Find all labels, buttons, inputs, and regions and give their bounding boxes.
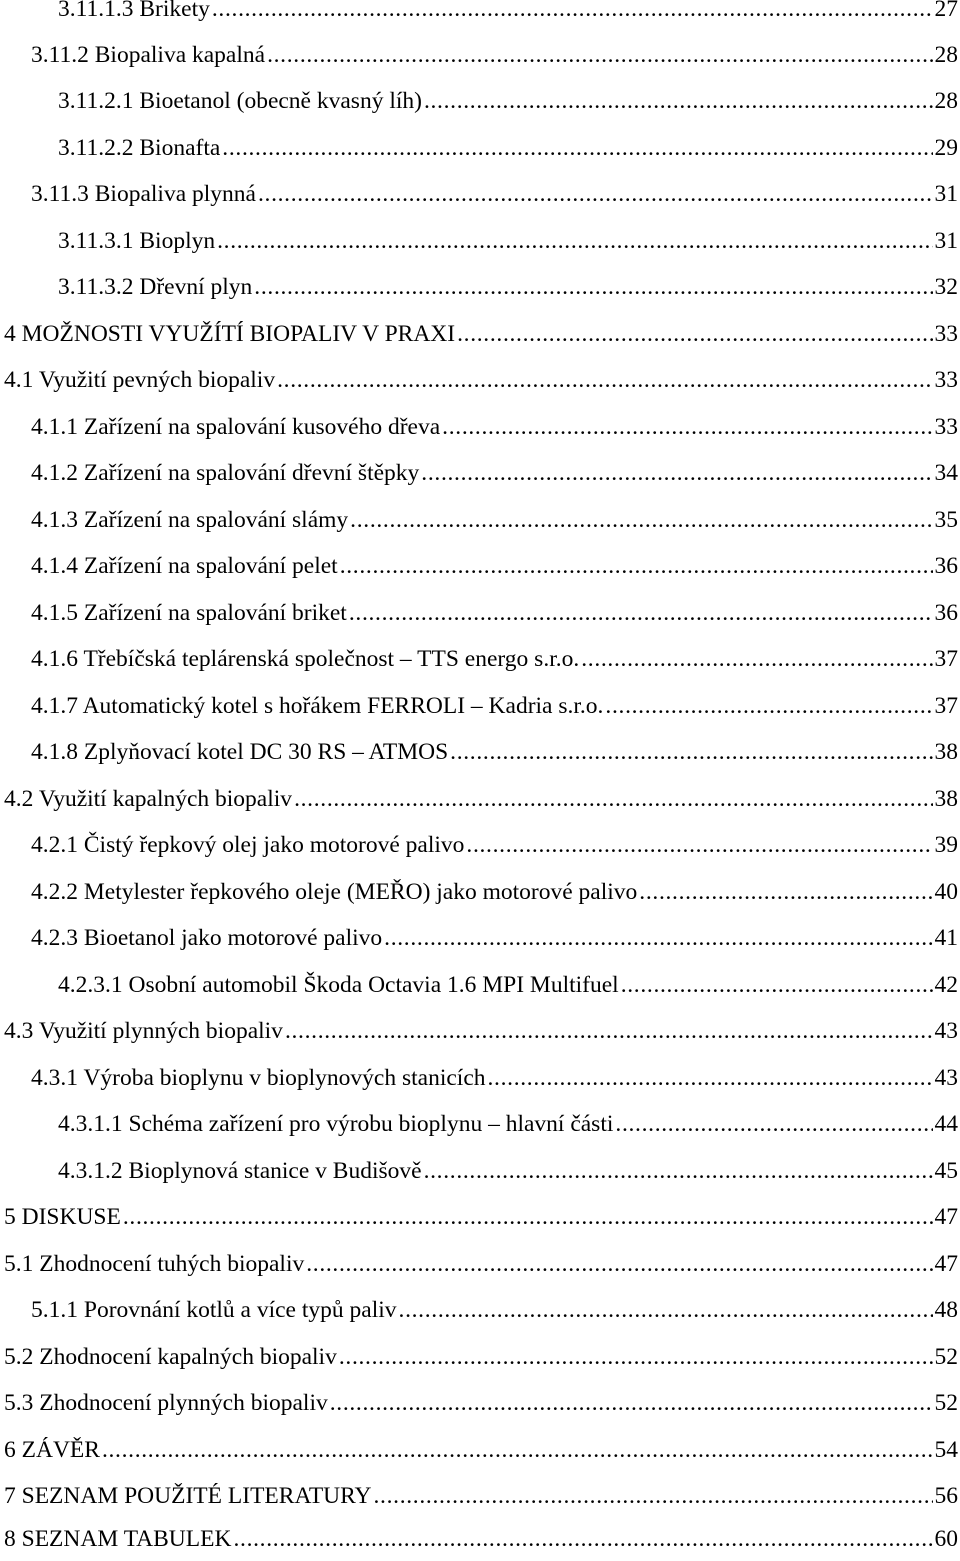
- toc-entry[interactable]: [31, 646, 958, 680]
- toc-entry-title: 4.2.3.1 Osobní automobil Škoda Octavia 1.6 MPI Multifuel: [58, 972, 619, 998]
- toc-entry-title: 3.11.3.2 Dřevní plyn: [58, 274, 253, 300]
- toc-entry[interactable]: [31, 739, 958, 773]
- toc-entry-page: 43: [934, 1065, 958, 1091]
- toc-entry[interactable]: [58, 0, 958, 30]
- toc-entry-page: 38: [934, 786, 958, 812]
- toc-dot-leader: [442, 414, 932, 441]
- toc-entry-title: 4.3.1.2 Bioplynová stanice v Budišově: [58, 1158, 422, 1184]
- toc-dot-leader: [399, 1297, 933, 1324]
- toc-entry-page: 45: [934, 1158, 958, 1184]
- toc-dot-leader: [285, 1018, 933, 1045]
- toc-entry[interactable]: [31, 879, 958, 913]
- toc-entry[interactable]: [4, 1437, 958, 1471]
- toc-entry[interactable]: [31, 1065, 958, 1099]
- toc-dot-leader: [294, 786, 932, 813]
- toc-dot-leader: [457, 321, 932, 348]
- toc-entry-title: 4.1.1 Zařízení na spalování kusového dřeva: [31, 414, 441, 440]
- toc-entry[interactable]: [31, 1297, 958, 1331]
- toc-entry-page: 36: [934, 600, 958, 626]
- toc-entry-page: 52: [934, 1390, 958, 1416]
- toc-entry-page: 38: [934, 739, 958, 765]
- toc-entry-page: 33: [934, 414, 958, 440]
- toc-entry-title: 4.1.6 Třebíčská teplárenská společnost – TTS energo s.r.o.: [31, 646, 580, 672]
- toc-dot-leader: [421, 460, 932, 487]
- toc-entry[interactable]: [58, 228, 958, 262]
- toc-entry-title: 4.1.7 Automatický kotel s hořákem FERROLI – Kadria s.r.o.: [31, 693, 604, 719]
- toc-entry-title: 5.3 Zhodnocení plynných biopaliv: [4, 1390, 328, 1416]
- toc-entry-page: 56: [934, 1483, 958, 1509]
- toc-entry-title: 4.1.2 Zařízení na spalování dřevní štěpky: [31, 460, 420, 486]
- toc-entry[interactable]: [58, 135, 958, 169]
- toc-entry-title: 4.1 Využití pevných biopaliv: [4, 367, 276, 393]
- toc-dot-leader: [450, 739, 932, 766]
- toc-entry-title: 4.1.4 Zařízení na spalování pelet: [31, 553, 338, 579]
- toc-dot-leader: [267, 42, 932, 69]
- toc-entry-page: 37: [934, 693, 958, 719]
- toc-entry-page: 29: [934, 135, 958, 161]
- toc-dot-leader: [424, 1158, 933, 1185]
- toc-dot-leader: [339, 1344, 933, 1371]
- toc-entry-page: 33: [934, 367, 958, 393]
- toc-entry-title: 4.2.1 Čistý řepkový olej jako motorové palivo: [31, 832, 465, 858]
- toc-entry-page: 28: [934, 42, 958, 68]
- toc-entry-title: 4.1.8 Zplyňovací kotel DC 30 RS – ATMOS: [31, 739, 449, 765]
- toc-entry[interactable]: [4, 1390, 958, 1424]
- toc-entry[interactable]: [4, 786, 958, 820]
- toc-entry-title: 4.3.1 Výroba bioplynu v bioplynových stanicích: [31, 1065, 486, 1091]
- toc-entry[interactable]: [31, 693, 958, 727]
- toc-dot-leader: [233, 1526, 932, 1553]
- toc-entry-title: 4 MOŽNOSTI VYUŽÍTÍ BIOPALIV V PRAXI: [4, 321, 456, 347]
- toc-entry-page: 39: [934, 832, 958, 858]
- toc-dot-leader: [424, 88, 933, 115]
- toc-entry-page: 60: [934, 1526, 958, 1552]
- toc-entry-title: 4.3.1.1 Schéma zařízení pro výrobu bioplynu – hlavní části: [58, 1111, 614, 1137]
- toc-dot-leader: [222, 135, 932, 162]
- toc-dot-leader: [350, 507, 932, 534]
- toc-entry[interactable]: [31, 553, 958, 587]
- toc-entry-page: 44: [934, 1111, 958, 1137]
- toc-entry-page: 47: [934, 1251, 958, 1277]
- toc-entry[interactable]: [31, 460, 958, 494]
- toc-entry[interactable]: [4, 1251, 958, 1285]
- toc-dot-leader: [621, 972, 933, 999]
- toc-dot-leader: [306, 1251, 932, 1278]
- toc-entry-title: 4.2.3 Bioetanol jako motorové palivo: [31, 925, 383, 951]
- toc-entry-page: 42: [934, 972, 958, 998]
- toc-entry[interactable]: [31, 832, 958, 866]
- toc-entry-title: 3.11.3.1 Bioplyn: [58, 228, 216, 254]
- toc-dot-leader: [258, 181, 933, 208]
- toc-entry[interactable]: [31, 42, 958, 76]
- toc-entry[interactable]: [31, 414, 958, 448]
- toc-entry-page: 40: [934, 879, 958, 905]
- toc-entry[interactable]: [58, 1111, 958, 1145]
- toc-entry-page: 34: [934, 460, 958, 486]
- toc-entry[interactable]: [4, 1483, 958, 1517]
- toc-dot-leader: [102, 1437, 933, 1464]
- toc-dot-leader: [384, 925, 932, 952]
- toc-dot-leader: [340, 553, 933, 580]
- toc-dot-leader: [254, 274, 932, 301]
- toc-dot-leader: [466, 832, 932, 859]
- toc-entry-title: 4.3 Využití plynných biopaliv: [4, 1018, 283, 1044]
- toc-entry[interactable]: [58, 88, 958, 122]
- toc-entry-page: 47: [934, 1204, 958, 1230]
- toc-entry[interactable]: [4, 1204, 958, 1238]
- toc-entry-page: 31: [934, 228, 958, 254]
- toc-entry-page: 35: [934, 507, 958, 533]
- toc-entry[interactable]: [4, 1526, 958, 1560]
- toc-entry-title: 6 ZÁVĚR: [4, 1437, 100, 1463]
- toc-entry-title: 4.2.2 Metylester řepkového oleje (MEŘO) jako motorové palivo: [31, 879, 638, 905]
- toc-entry-title: 3.11.2.1 Bioetanol (obecně kvasný líh): [58, 88, 422, 114]
- toc-entry-page: 54: [934, 1437, 958, 1463]
- toc-dot-leader: [217, 228, 932, 255]
- toc-entry[interactable]: [58, 1158, 958, 1192]
- toc-dot-leader: [615, 1111, 932, 1138]
- toc-entry-title: 5 DISKUSE: [4, 1204, 121, 1230]
- toc-dot-leader: [349, 600, 933, 627]
- toc-entry-title: 5.2 Zhodnocení kapalných biopaliv: [4, 1344, 337, 1370]
- toc-entry[interactable]: [4, 1018, 958, 1052]
- toc-entry-title: 4.1.3 Zařízení na spalování slámy: [31, 507, 349, 533]
- toc-entry-page: 27: [934, 0, 958, 22]
- toc-entry-page: 43: [934, 1018, 958, 1044]
- toc-entry[interactable]: [31, 507, 958, 541]
- toc-entry-title: 8 SEZNAM TABULEK: [4, 1526, 232, 1552]
- toc-entry[interactable]: [4, 367, 958, 401]
- toc-dot-leader: [488, 1065, 933, 1092]
- toc-dot-leader: [374, 1483, 933, 1510]
- toc-entry-title: 5.1 Zhodnocení tuhých biopaliv: [4, 1251, 305, 1277]
- toc-entry-page: 48: [934, 1297, 958, 1323]
- toc-entry[interactable]: [31, 600, 958, 634]
- toc-entry-title: 3.11.3 Biopaliva plynná: [31, 181, 256, 207]
- toc-dot-leader: [123, 1204, 933, 1231]
- toc-entry-title: 5.1.1 Porovnání kotlů a více typů paliv: [31, 1297, 397, 1323]
- toc-entry-title: 7 SEZNAM POUŽITÉ LITERATURY: [4, 1483, 372, 1509]
- toc-entry-page: 33: [934, 321, 958, 347]
- toc-entry-title: 3.11.2 Biopaliva kapalná: [31, 42, 266, 68]
- toc-entry[interactable]: [4, 1344, 958, 1378]
- toc-entry-title: 4.2 Využití kapalných biopaliv: [4, 786, 293, 812]
- toc-entry[interactable]: [4, 321, 958, 355]
- toc-entry-title: 3.11.2.2 Bionafta: [58, 135, 221, 161]
- toc-entry-page: 36: [934, 553, 958, 579]
- toc-dot-leader: [330, 1390, 933, 1417]
- toc-entry[interactable]: [58, 274, 958, 308]
- toc-entry[interactable]: [31, 925, 958, 959]
- toc-dot-leader: [605, 693, 932, 720]
- toc-entry[interactable]: [58, 972, 958, 1006]
- toc-dot-leader: [639, 879, 932, 906]
- toc-entry-title: 3.11.1.3 Brikety: [58, 0, 210, 22]
- toc-dot-leader: [581, 646, 932, 673]
- toc-entry-page: 32: [934, 274, 958, 300]
- toc-entry-page: 37: [934, 646, 958, 672]
- toc-entry-page: 31: [934, 181, 958, 207]
- toc-entry-page: 41: [934, 925, 958, 951]
- toc-entry-page: 52: [934, 1344, 958, 1370]
- toc-entry-title: 4.1.5 Zařízení na spalování briket: [31, 600, 347, 626]
- toc-entry[interactable]: [31, 181, 958, 215]
- toc-entry-page: 28: [934, 88, 958, 114]
- toc-dot-leader: [212, 0, 933, 23]
- toc-dot-leader: [277, 367, 932, 394]
